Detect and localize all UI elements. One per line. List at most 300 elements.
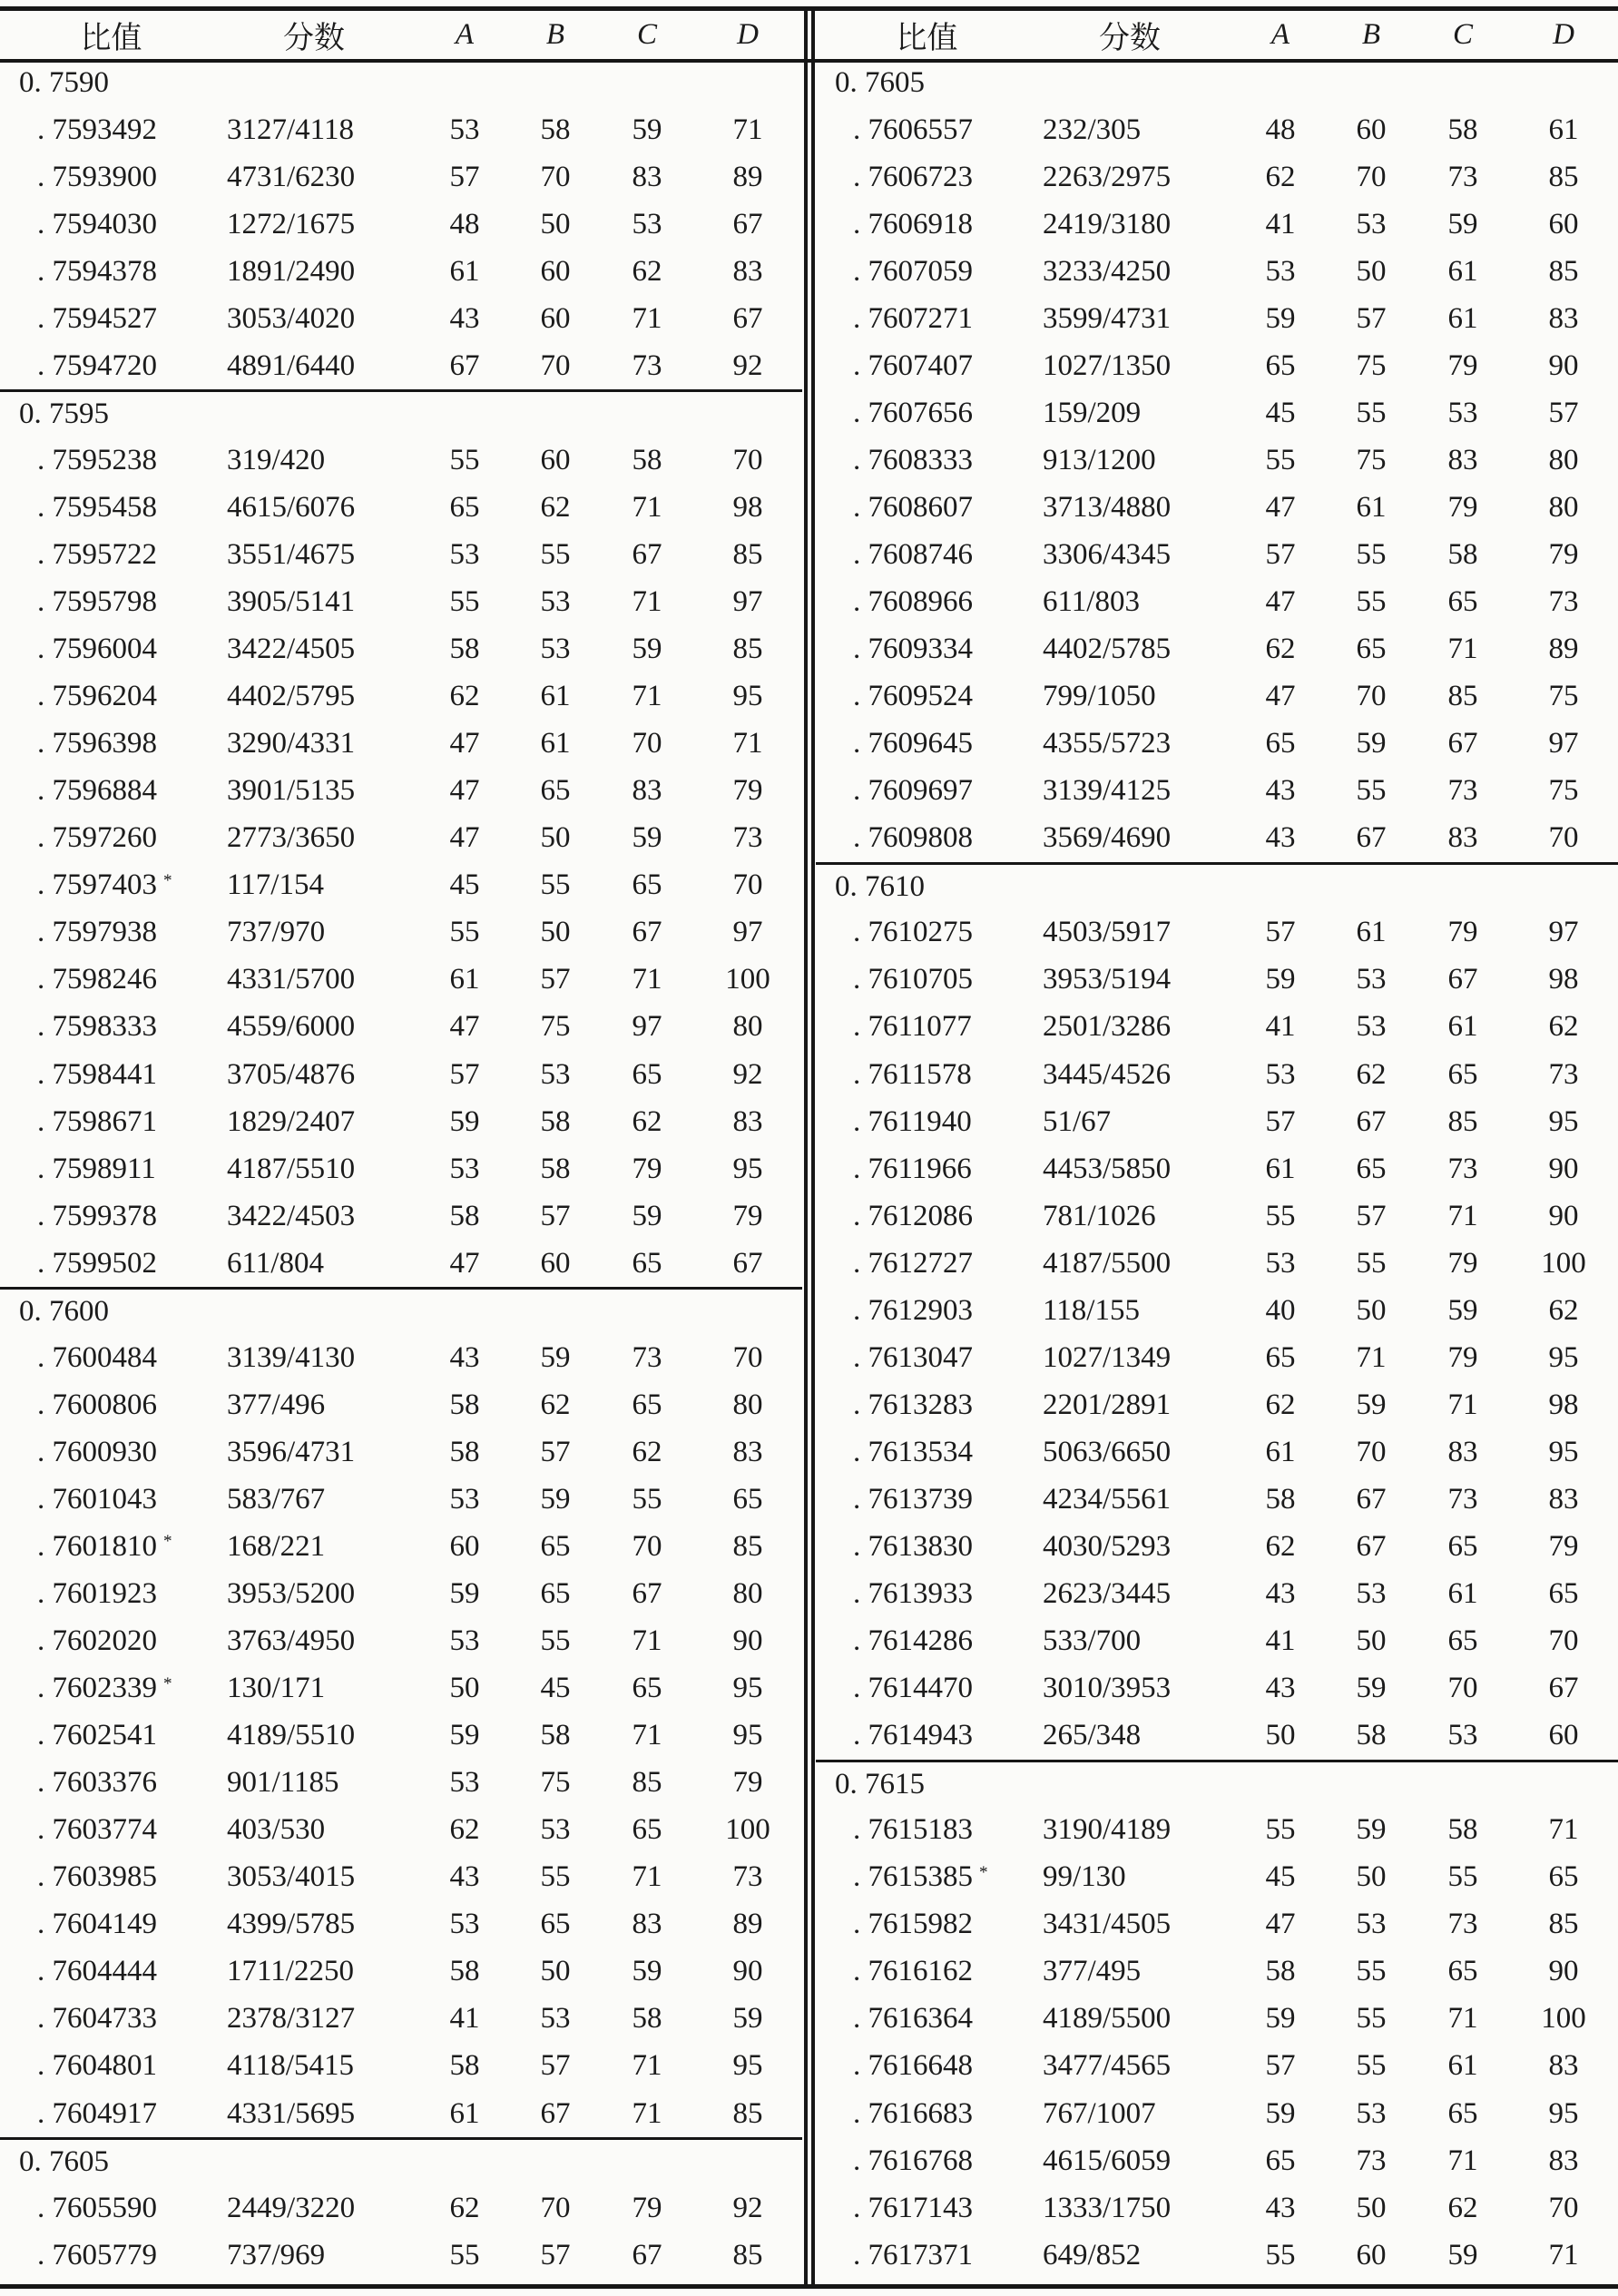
cell-col-b: 55: [1356, 537, 1387, 571]
cell-col-a: 62: [449, 680, 480, 713]
cell-col-c: 61: [1447, 1577, 1478, 1611]
table-row: [0, 626, 802, 673]
section-label: 0. 7615: [835, 1767, 925, 1800]
cell-col-a: 53: [449, 1908, 480, 1941]
cell-col-d: 73: [732, 1860, 763, 1894]
cell-col-c: 71: [1447, 2002, 1478, 2036]
section-label: 0. 7605: [19, 2145, 109, 2179]
table-row: [0, 1571, 802, 1618]
cell-col-c: 71: [632, 2049, 662, 2083]
cell-col-b: 57: [540, 2049, 571, 2083]
cell-fraction: 319/420: [227, 443, 326, 476]
cell-col-a: 59: [449, 1104, 480, 1138]
table-row: [816, 295, 1618, 342]
cell-col-b: 65: [1356, 1152, 1387, 1185]
cell-col-d: 92: [732, 348, 763, 382]
cell-col-c: 62: [632, 254, 662, 288]
table-row: [0, 1807, 802, 1854]
table-row: [0, 1098, 802, 1145]
cell-fraction: 3127/4118: [227, 113, 354, 146]
cell-col-a: 55: [1265, 1199, 1296, 1232]
table-row: [0, 484, 802, 531]
cell-col-d: 97: [1548, 727, 1579, 760]
cell-ratio: . 7614470: [853, 1672, 973, 1705]
header-fraction: 分数: [1099, 22, 1161, 55]
cell-col-c: 65: [1447, 1955, 1478, 1988]
cell-col-a: 58: [449, 2049, 480, 2083]
cell-ratio: . 7607407: [853, 348, 973, 382]
table-row: [816, 626, 1618, 673]
table-row: [816, 1665, 1618, 1712]
cell-fraction: 3422/4503: [227, 1199, 356, 1232]
cell-fraction: 2773/3650: [227, 821, 356, 855]
cell-col-a: 55: [1265, 1813, 1296, 1847]
cell-col-d: 60: [1548, 207, 1579, 240]
table-row: [816, 2232, 1618, 2279]
cell-col-d: 97: [732, 916, 763, 949]
cell-col-d: 71: [732, 727, 763, 760]
cell-fraction: 2263/2975: [1043, 160, 1172, 193]
cell-col-c: 62: [1447, 2191, 1478, 2224]
table-row: [0, 768, 802, 815]
cell-col-d: 95: [1548, 1104, 1579, 1138]
cell-col-a: 62: [1265, 160, 1296, 193]
cell-fraction: 4187/5500: [1043, 1246, 1172, 1280]
cell-fraction: 901/1185: [227, 1766, 339, 1800]
cell-col-b: 61: [540, 680, 571, 713]
cell-col-c: 53: [1447, 1719, 1478, 1752]
table-row: [816, 1854, 1618, 1901]
cell-ratio: . 7611966: [853, 1152, 972, 1185]
cell-fraction: 377/495: [1043, 1955, 1142, 1988]
cell-col-d: 80: [1548, 490, 1579, 524]
cell-col-a: 45: [1265, 1860, 1296, 1894]
cell-ratio: . 7598911: [37, 1152, 156, 1185]
cell-col-b: 50: [1356, 254, 1387, 288]
cell-col-b: 55: [1356, 1246, 1387, 1280]
cell-ratio: . 7613739: [853, 1482, 973, 1516]
cell-col-c: 79: [1447, 1246, 1478, 1280]
cell-col-a: 43: [449, 1860, 480, 1894]
cell-ratio: . 7604801: [37, 2049, 157, 2083]
cell-col-a: 47: [1265, 680, 1296, 713]
left-table-body: [0, 59, 802, 2279]
cell-fraction: 3422/4505: [227, 633, 356, 666]
cell-col-a: 62: [1265, 633, 1296, 666]
cell-col-d: 89: [1548, 633, 1579, 666]
cell-col-a: 55: [449, 2238, 480, 2271]
table-row: [0, 721, 802, 768]
asterisk-marker: *: [163, 1532, 172, 1552]
cell-ratio: . 7616364: [853, 2002, 973, 2036]
cell-col-b: 55: [1356, 2049, 1387, 2083]
cell-col-b: 50: [1356, 1860, 1387, 1894]
table-row: [816, 1334, 1618, 1381]
cell-fraction: 2623/3445: [1043, 1577, 1172, 1611]
cell-col-b: 75: [1356, 443, 1387, 476]
cell-col-b: 59: [1356, 1388, 1387, 1421]
cell-col-c: 71: [632, 490, 662, 524]
cell-ratio: . 7613047: [853, 1340, 973, 1374]
table-row: [0, 1381, 802, 1428]
cell-fraction: 3139/4125: [1043, 774, 1172, 808]
cell-col-c: 83: [632, 774, 662, 808]
cell-col-d: 85: [732, 537, 763, 571]
cell-fraction: 4234/5561: [1043, 1482, 1172, 1516]
table-row: [816, 389, 1618, 437]
cell-col-b: 50: [1356, 2191, 1387, 2224]
table-row: [0, 1428, 802, 1476]
table-row: [816, 1948, 1618, 1996]
cell-col-c: 59: [1447, 2238, 1478, 2271]
cell-col-b: 55: [1356, 396, 1387, 429]
cell-fraction: 611/803: [1043, 585, 1140, 619]
cell-ratio: . 7593492: [37, 113, 157, 146]
cell-col-c: 85: [1447, 680, 1478, 713]
cell-ratio: . 7615183: [853, 1813, 973, 1847]
cell-col-c: 62: [632, 1104, 662, 1138]
cell-col-d: 65: [732, 1482, 763, 1516]
cell-col-b: 53: [1356, 207, 1387, 240]
cell-col-d: 80: [732, 1388, 763, 1421]
cell-fraction: 265/348: [1043, 1719, 1142, 1752]
cell-col-d: 73: [1548, 585, 1579, 619]
cell-col-b: 65: [1356, 633, 1387, 666]
table-row: [0, 1996, 802, 2043]
cell-col-a: 53: [449, 1624, 480, 1658]
cell-fraction: 3705/4876: [227, 1057, 356, 1091]
cell-col-d: 79: [1548, 537, 1579, 571]
cell-col-b: 70: [1356, 1435, 1387, 1468]
cell-fraction: 533/700: [1043, 1624, 1142, 1658]
cell-col-b: 65: [540, 774, 571, 808]
cell-fraction: 4189/5510: [227, 1719, 356, 1752]
cell-col-d: 79: [732, 1766, 763, 1800]
cell-col-c: 71: [1447, 2144, 1478, 2177]
cell-col-b: 65: [540, 1529, 571, 1563]
cell-col-d: 70: [1548, 2191, 1579, 2224]
table-row: [816, 1476, 1618, 1523]
table-row: [0, 1948, 802, 1996]
cell-fraction: 3431/4505: [1043, 1908, 1172, 1941]
cell-col-a: 61: [1265, 1435, 1296, 1468]
cell-col-d: 67: [1548, 1672, 1579, 1705]
cell-fraction: 232/305: [1043, 113, 1142, 146]
table-row: [0, 1760, 802, 1807]
table-row: [816, 768, 1618, 815]
cell-fraction: 3905/5141: [227, 585, 356, 619]
cell-col-a: 53: [449, 537, 480, 571]
cell-ratio: . 7605779: [37, 2238, 157, 2271]
cell-fraction: 781/1026: [1043, 1199, 1156, 1232]
table-row: [816, 673, 1618, 721]
cell-col-b: 50: [540, 821, 571, 855]
table-row: [0, 1004, 802, 1051]
cell-col-d: 85: [732, 2238, 763, 2271]
cell-fraction: 2201/2891: [1043, 1388, 1172, 1421]
cell-fraction: 3953/5200: [227, 1577, 356, 1611]
table-row: [816, 201, 1618, 248]
cell-col-d: 95: [732, 1719, 763, 1752]
cell-fraction: 3599/4731: [1043, 301, 1172, 335]
cell-col-a: 62: [449, 1813, 480, 1847]
cell-ratio: . 7597260: [37, 821, 157, 855]
cell-ratio: . 7613283: [853, 1388, 973, 1421]
cell-col-a: 55: [449, 585, 480, 619]
cell-col-d: 83: [1548, 301, 1579, 335]
cell-ratio: . 7614286: [853, 1624, 973, 1658]
cell-col-a: 58: [1265, 1955, 1296, 1988]
cell-col-d: 95: [732, 1152, 763, 1185]
cell-ratio: . 7609524: [853, 680, 973, 713]
header-col-b: B: [545, 18, 565, 51]
table-row: [816, 531, 1618, 578]
cell-col-a: 58: [449, 1199, 480, 1232]
cell-col-a: 41: [449, 2002, 480, 2036]
cell-col-a: 47: [449, 1010, 480, 1044]
cell-col-d: 92: [732, 2191, 763, 2224]
table-row: [0, 201, 802, 248]
cell-col-d: 83: [732, 254, 763, 288]
cell-col-c: 55: [1447, 1860, 1478, 1894]
asterisk-marker: *: [979, 1862, 988, 1882]
cell-ratio: . 7611077: [853, 1010, 972, 1044]
cell-fraction: 4118/5415: [227, 2049, 354, 2083]
cell-fraction: 4402/5785: [1043, 633, 1172, 666]
cell-col-b: 55: [1356, 585, 1387, 619]
cell-ratio: . 7616683: [853, 2096, 973, 2130]
section-label: 0. 7590: [19, 65, 109, 99]
cell-col-b: 67: [1356, 1104, 1387, 1138]
table-row: [0, 673, 802, 721]
cell-col-b: 70: [1356, 160, 1387, 193]
cell-fraction: 168/221: [227, 1529, 326, 1563]
header-col-d: D: [1553, 18, 1574, 51]
cell-fraction: 2449/3220: [227, 2191, 356, 2224]
cell-col-b: 61: [540, 727, 571, 760]
cell-col-b: 75: [1356, 348, 1387, 382]
cell-fraction: 3551/4675: [227, 537, 356, 571]
cell-col-c: 73: [632, 1340, 662, 1374]
cell-ratio: . 7595722: [37, 537, 157, 571]
cell-col-a: 53: [449, 1152, 480, 1185]
cell-col-c: 59: [1447, 1293, 1478, 1327]
cell-ratio: . 7601810 *: [37, 1529, 172, 1563]
cell-col-b: 50: [540, 1955, 571, 1988]
cell-col-a: 60: [449, 1529, 480, 1563]
cell-col-a: 58: [1265, 1482, 1296, 1516]
cell-col-d: 89: [732, 160, 763, 193]
cell-fraction: 403/530: [227, 1813, 326, 1847]
cell-ratio: . 7594378: [37, 254, 157, 288]
cell-col-c: 55: [632, 1482, 662, 1516]
cell-ratio: . 7599378: [37, 1199, 157, 1232]
cell-ratio: . 7614943: [853, 1719, 973, 1752]
cell-col-c: 70: [1447, 1672, 1478, 1705]
cell-col-b: 71: [1356, 1340, 1387, 1374]
cell-ratio: . 7606918: [853, 207, 973, 240]
cell-col-b: 53: [1356, 963, 1387, 996]
cell-col-b: 61: [1356, 916, 1387, 949]
cell-col-a: 53: [449, 113, 480, 146]
table-row: [0, 815, 802, 862]
cell-ratio: . 7609645: [853, 727, 973, 760]
cell-fraction: 737/970: [227, 916, 326, 949]
cell-col-c: 61: [1447, 301, 1478, 335]
cell-col-c: 59: [632, 1199, 662, 1232]
cell-ratio: . 7613830: [853, 1529, 973, 1563]
cell-col-b: 55: [540, 1860, 571, 1894]
cell-col-c: 65: [632, 1057, 662, 1091]
table-row: [0, 957, 802, 1004]
table-row: [0, 1901, 802, 1948]
cell-col-d: 80: [732, 1010, 763, 1044]
cell-fraction: 4399/5785: [227, 1908, 356, 1941]
table-row: [816, 1192, 1618, 1240]
cell-col-c: 71: [632, 1719, 662, 1752]
asterisk-marker: *: [163, 1673, 172, 1693]
cell-fraction: 2501/3286: [1043, 1010, 1172, 1044]
cell-col-c: 65: [1447, 585, 1478, 619]
cell-col-d: 70: [732, 443, 763, 476]
table-row: [816, 1051, 1618, 1098]
cell-fraction: 377/496: [227, 1388, 326, 1421]
cell-col-a: 40: [1265, 1293, 1296, 1327]
cell-col-d: 70: [732, 1340, 763, 1374]
cell-col-b: 75: [540, 1010, 571, 1044]
cell-col-a: 55: [449, 916, 480, 949]
cell-fraction: 159/209: [1043, 396, 1142, 429]
cell-col-b: 70: [540, 348, 571, 382]
cell-ratio: . 7598246: [37, 963, 157, 996]
table-row: [0, 579, 802, 626]
header-col-a: A: [1270, 18, 1290, 51]
cell-ratio: . 7598333: [37, 1010, 157, 1044]
cell-col-c: 58: [1447, 537, 1478, 571]
cell-col-c: 73: [632, 348, 662, 382]
cell-col-a: 47: [449, 727, 480, 760]
cell-col-a: 57: [1265, 1104, 1296, 1138]
cell-col-c: 79: [1447, 348, 1478, 382]
cell-fraction: 2378/3127: [227, 2002, 356, 2036]
cell-ratio: . 7600484: [37, 1340, 157, 1374]
cell-col-c: 71: [1447, 1388, 1478, 1421]
cell-col-d: 95: [1548, 2096, 1579, 2130]
cell-col-a: 58: [449, 1955, 480, 1988]
section-label: 0. 7610: [835, 869, 925, 903]
table-row: [816, 1901, 1618, 1948]
cell-fraction: 583/767: [227, 1482, 326, 1516]
cell-col-c: 65: [632, 868, 662, 902]
cell-fraction: 4559/6000: [227, 1010, 356, 1044]
cell-col-a: 59: [1265, 301, 1296, 335]
cell-col-b: 62: [1356, 1057, 1387, 1091]
table-row: [816, 106, 1618, 153]
cell-ratio: . 7615982: [853, 1908, 973, 1941]
cell-col-c: 65: [632, 1388, 662, 1421]
cell-ratio: . 7609334: [853, 633, 973, 666]
cell-col-c: 71: [632, 963, 662, 996]
cell-col-d: 95: [1548, 1340, 1579, 1374]
cell-col-a: 41: [1265, 1624, 1296, 1658]
table-row: [0, 106, 802, 153]
table-row: [816, 579, 1618, 626]
cell-col-a: 59: [449, 1577, 480, 1611]
cell-ratio: . 7615385 *: [853, 1860, 988, 1894]
cell-col-d: 61: [1548, 113, 1579, 146]
cell-col-a: 65: [1265, 2144, 1296, 2177]
cell-ratio: . 7600806: [37, 1388, 157, 1421]
cell-col-a: 58: [449, 1435, 480, 1468]
table-row: [0, 1145, 802, 1192]
cell-col-b: 53: [1356, 2096, 1387, 2130]
table-row: [816, 1240, 1618, 1287]
table-row: [816, 437, 1618, 484]
cell-col-b: 60: [1356, 113, 1387, 146]
cell-col-a: 62: [449, 2191, 480, 2224]
asterisk-marker: *: [163, 870, 172, 890]
cell-col-d: 85: [732, 633, 763, 666]
cell-col-a: 41: [1265, 1010, 1296, 1044]
cell-col-d: 85: [1548, 254, 1579, 288]
cell-fraction: 3901/5135: [227, 774, 356, 808]
table-row: [816, 1098, 1618, 1145]
cell-col-b: 58: [540, 1152, 571, 1185]
cell-col-d: 95: [732, 1672, 763, 1705]
cell-fraction: 611/804: [227, 1246, 324, 1280]
cell-col-d: 95: [1548, 1435, 1579, 1468]
table-row: [816, 1807, 1618, 1854]
cell-col-b: 59: [540, 1482, 571, 1516]
cell-col-d: 85: [732, 1529, 763, 1563]
cell-ratio: . 7606723: [853, 160, 973, 193]
table-row: [816, 1712, 1618, 1760]
cell-col-d: 90: [1548, 348, 1579, 382]
cell-col-b: 60: [540, 301, 571, 335]
cell-col-d: 67: [732, 301, 763, 335]
cell-ratio: . 7610705: [853, 963, 973, 996]
cell-col-d: 83: [1548, 2144, 1579, 2177]
cell-col-d: 67: [732, 1246, 763, 1280]
cell-ratio: . 7600930: [37, 1435, 157, 1468]
cell-ratio: . 7595458: [37, 490, 157, 524]
cell-ratio: . 7598671: [37, 1104, 157, 1138]
table-row: [816, 957, 1618, 1004]
section-header-row: [0, 59, 802, 106]
cell-col-b: 50: [1356, 1624, 1387, 1658]
cell-fraction: 3190/4189: [1043, 1813, 1172, 1847]
cell-ratio: . 7617371: [853, 2238, 973, 2271]
cell-col-d: 57: [1548, 396, 1579, 429]
cell-col-c: 62: [632, 1435, 662, 1468]
cell-col-b: 57: [540, 1435, 571, 1468]
cell-fraction: 3569/4690: [1043, 821, 1172, 855]
cell-fraction: 4891/6440: [227, 348, 356, 382]
cell-col-b: 59: [540, 1340, 571, 1374]
cell-fraction: 3596/4731: [227, 1435, 356, 1468]
cell-col-b: 73: [1356, 2144, 1387, 2177]
right-table-body: [816, 59, 1618, 2279]
right-table-header: [816, 11, 1618, 59]
cell-ratio: . 7609697: [853, 774, 973, 808]
cell-col-b: 57: [1356, 1199, 1387, 1232]
cell-col-a: 47: [449, 1246, 480, 1280]
cell-col-d: 90: [1548, 1955, 1579, 1988]
cell-col-c: 67: [1447, 727, 1478, 760]
cell-col-d: 83: [1548, 2049, 1579, 2083]
table-row: [0, 1051, 802, 1098]
cell-ratio: . 7612903: [853, 1293, 973, 1327]
